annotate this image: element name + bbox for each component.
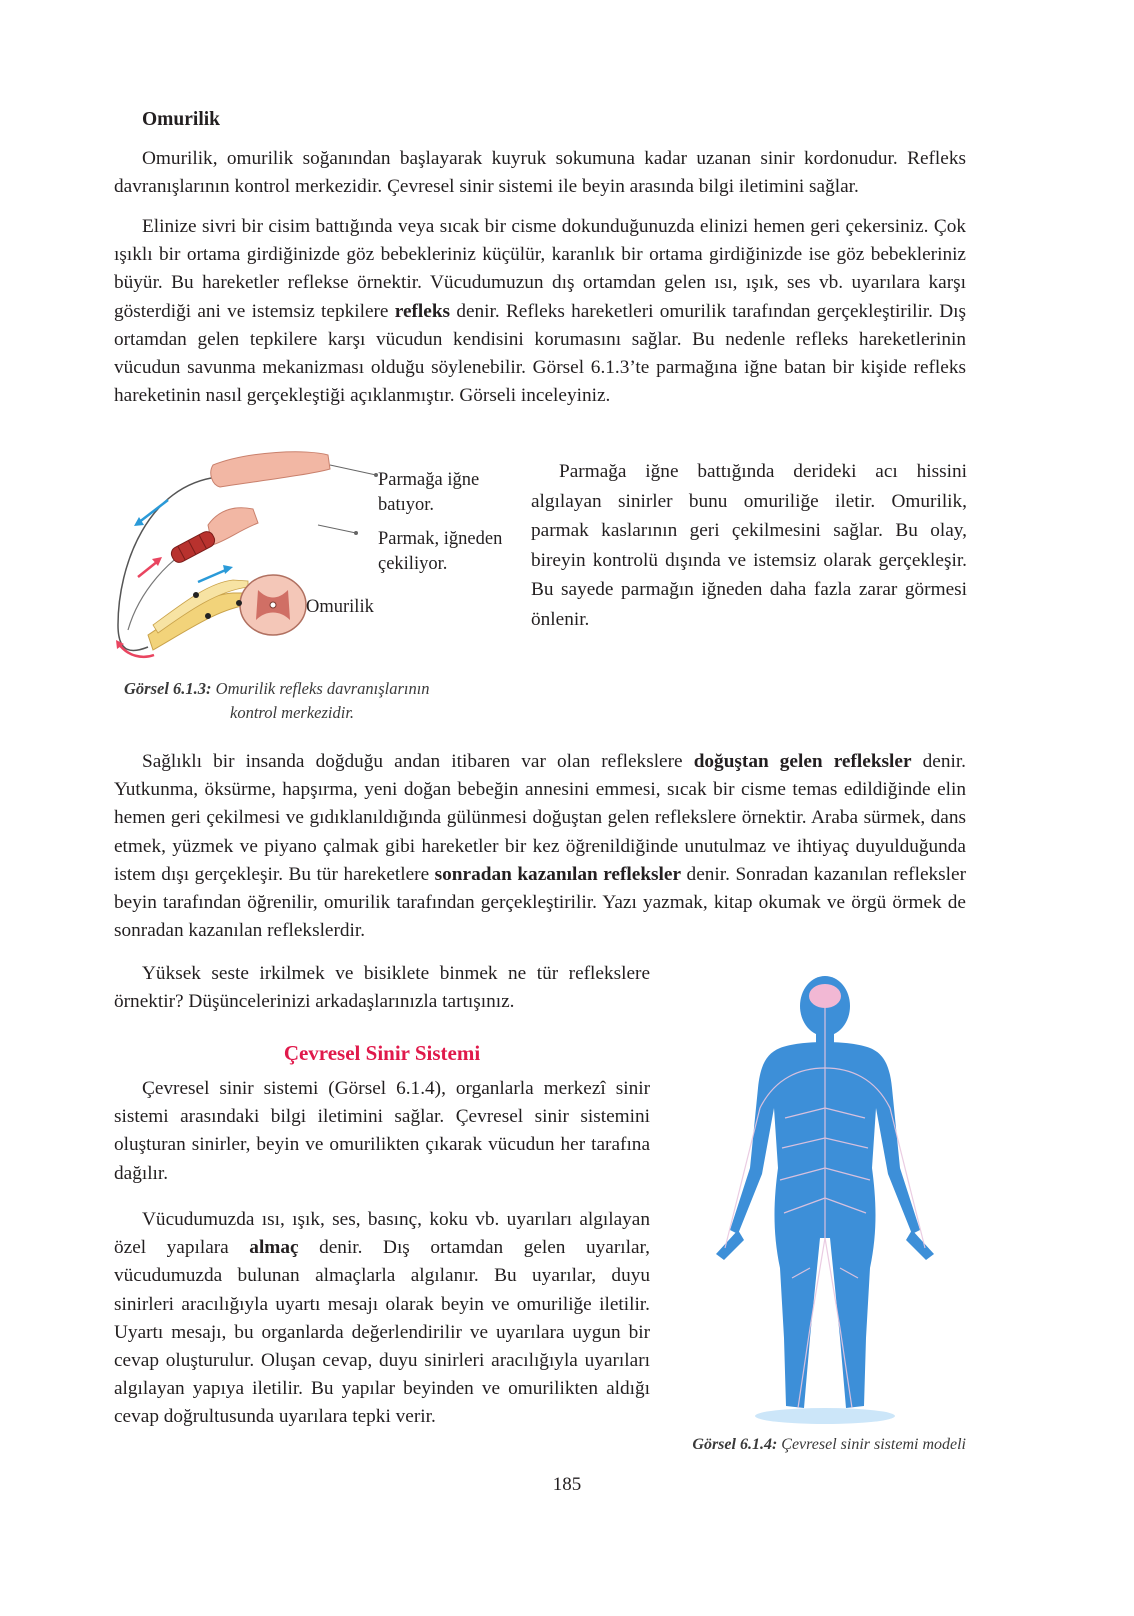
caption-prefix: Görsel 6.1.3: xyxy=(124,679,212,698)
nerve-network xyxy=(725,998,925,1408)
arrow-icon xyxy=(138,557,162,577)
text-run: Sağlıklı bir insanda doğduğu andan itibaren var olan reflekslere xyxy=(142,751,694,772)
paragraph-omurilik-definition: Omurilik, omurilik soğanından başlayarak kuyruk sokumuna kadar uzanan sinir kordonudur. Refleks davranışlarının kontrol merkezidir. Çevresel sinir sistemi ile beyin arasında bilgi iletimini sağlar. xyxy=(114,148,966,198)
nervous-system-body-illustration xyxy=(680,968,970,1428)
arrow-icon xyxy=(134,500,168,526)
section-title-omurilik: Omurilik xyxy=(142,109,221,130)
text-run: Elinize sivri bir cisim battığında veya sıcak bir cisme dokunduğunuzda elinizi hemen geri çekersiniz. Çok ışıklı bir ortama girdiğinizde göz bebekleriniz küçülür, karanlık bir ortama girdiğinizde ise göz bebekleriniz büyür. Bu hareketler reflekse örnektir. Vücudumuzun dış ortamdan gelen ısı, ışık, ses vb. uyarılara karşı gösterdiği ani ve istemsiz tepkilere xyxy=(114,216,966,322)
paragraph-reflex-types xyxy=(114,748,966,945)
pointer-line xyxy=(330,465,376,475)
figure-label-withdraw: Parmak, iğneden çekiliyor. xyxy=(378,529,503,574)
paragraph-reflex xyxy=(114,213,966,410)
caption-text: Çevresel sinir sistemi modeli xyxy=(777,1436,966,1453)
hand-upper xyxy=(211,452,330,487)
paragraph-needle-reflex: Parmağa iğne battığında derideki acı hissini algılayan sinirler bunu omuriliğe iletir. Omurilik, parmak kaslarının geri çekilmesini sağlar. Bu olay, bireyin kontrolü dışında ve istemsiz olarak gerçekleşir. Bu sayede parmağın iğneden daha fazla zarar görmesi önlenir. xyxy=(531,461,967,630)
caption-prefix: Görsel 6.1.4: xyxy=(692,1436,778,1453)
term-acquired-reflexes: sonradan kazanılan refleksler xyxy=(434,863,682,885)
hand-lower xyxy=(208,508,258,545)
text-run: denir. Yutkunma, öksürme, hapşırma, yeni doğan bebeğin annesini emmesi, sıcak bir cisme temas edildiğinde elin hemen geri çekilmesi ve gıdıklanıldığında gülünmesi doğuştan gelen reflekslere örnektir. Araba sürmek, dans etmek, yüzmek ve piyano çalmak gibi hareketler bir kez öğrenildiğinde unutulmaz ve ihtiyaç duyulduğunda istem dışı gerçekleşir. Bu tür hareketlere xyxy=(114,751,966,885)
central-canal xyxy=(270,602,276,608)
paragraph-peripheral-system: Çevresel sinir sistemi (Görsel 6.1.4), organlarla merkezî sinir sistemi arasındaki bilgi iletimini sağlar. Çevresel sinir sistemini oluşturan sinirler, beyin ve omurilikten çıkarak vücudun her tarafına dağılır. xyxy=(114,1078,650,1184)
paragraph-receptors xyxy=(114,1206,650,1432)
nerve-cell-dot xyxy=(205,613,211,619)
muscle xyxy=(169,529,217,565)
text-run: denir. Dış ortamdan gelen uyarılar, vücudumuzda bulunan almaçlarla algılanır. Bu uyarılar, duyu sinirleri aracılığıyla uyartı mesajı olarak beyin ve omuriliğe iletilir. Uyartı mesajı, bu organlarda değerlendirilir ve uyarılara uygun bir cevap oluşturulur. Oluşan cevap, duyu sinirleri aracılığıyla uyarıları algılayan yapıya iletilir. Bu yapılar beyinden ve omurilikten aldığı cevap doğrultusunda uyarılara tepki verir. xyxy=(114,1237,650,1428)
floor-shadow xyxy=(755,1408,895,1424)
nerve-cell-dot xyxy=(193,592,199,598)
term-refleks: refleks xyxy=(394,300,451,322)
brain xyxy=(809,984,841,1008)
pointer-line xyxy=(318,525,356,533)
pointer-dot xyxy=(354,531,358,535)
text-run: denir. Sonradan kazanılan refleksler beyin tarafından öğrenilir, omurilik tarafından gerçekleştirilir. Yazı yazmak, kitap okumak ve örgü örmek de sonradan kazanılan reflekslerdir. xyxy=(114,863,966,942)
term-innate-reflexes: doğuştan gelen refleksler xyxy=(693,751,912,772)
text-run: denir. Refleks hareketleri omurilik tarafından gerçekleştirilir. Dış ortamdan gelen tepkilere karşı vücudun kendisini korumasını sağlar. Bu nedenle refleks hareketlerinin vücudun savunma mekanizması olduğu söylenebilir. Görsel 6.1.3’te parmağına iğne batan bir kişide refleks hareketinin nasıl gerçekleştiği açıklanmıştır. Görseli inceleyiniz. xyxy=(114,300,967,407)
caption-text: kontrol merkezidir. xyxy=(230,703,355,722)
page-number: 185 xyxy=(552,1474,582,1495)
figure-label-omurilik: Omurilik xyxy=(306,597,374,617)
figure-label-needle: Parmağa iğne batıyor. xyxy=(378,470,480,515)
figure-caption-6-1-4 xyxy=(660,1436,966,1454)
caption-text: Omurilik refleks davranışlarının xyxy=(211,679,430,698)
paragraph-discussion-question: Yüksek seste irkilmek ve bisiklete binmek ne tür reflekslere örnektir? Düşüncelerinizi arkadaşlarınızla tartışınız. xyxy=(114,963,650,1013)
text-run: Vücudumuzda ısı, ışık, ses, basınç, koku vb. uyarıları algılayan özel yapılara xyxy=(114,1209,650,1259)
term-almac: almaç xyxy=(249,1237,299,1259)
nerve-cell-dot xyxy=(236,600,242,606)
arrow-icon xyxy=(198,565,233,582)
section-title-peripheral-nervous-system: Çevresel Sinir Sistemi xyxy=(283,1041,481,1065)
figure-caption-6-1-3 xyxy=(124,677,504,725)
